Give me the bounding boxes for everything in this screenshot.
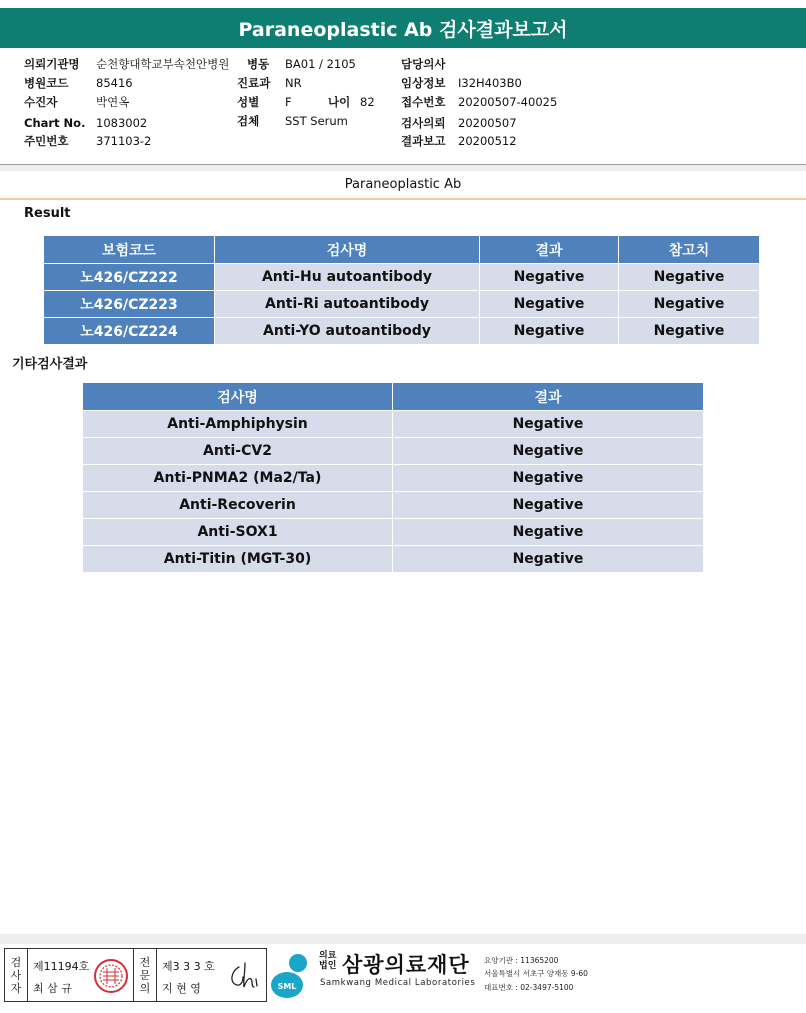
result-table xyxy=(43,235,760,345)
org-name-english: Samkwang Medical Laboratories xyxy=(320,978,476,988)
signature-box xyxy=(4,948,267,1002)
address: 서울특별시 서초구 양재동 9-60 xyxy=(484,969,588,978)
physician-label: 담당의사 xyxy=(401,57,446,71)
org-name: 삼광의료재단 xyxy=(342,953,470,977)
department-value: NR xyxy=(285,76,302,90)
table-row xyxy=(44,318,760,345)
insurance-code-cell: 노426/CZ223 xyxy=(44,291,215,318)
report-date-label: 결과보고 xyxy=(401,134,446,148)
signature-icon xyxy=(225,957,263,993)
age-label: 나이 xyxy=(328,95,351,109)
column-header-reference: 참고치 xyxy=(619,236,760,264)
specialist-label: 전문의 xyxy=(139,955,151,995)
other-tests-heading: 기타검사결과 xyxy=(12,357,88,372)
section-title: Paraneoplastic Ab xyxy=(344,177,462,192)
result-cell: Negative xyxy=(393,546,704,573)
table-row xyxy=(83,438,704,465)
column-header-insurance-code: 보험코드 xyxy=(44,236,215,264)
patient-name-label: 수진자 xyxy=(24,95,58,109)
result-cell: Negative xyxy=(393,438,704,465)
sex-label: 성별 xyxy=(237,95,260,109)
ward-label: 병동 xyxy=(247,57,270,71)
result-cell: Negative xyxy=(480,291,619,318)
test-name-cell: Anti-YO autoantibody xyxy=(215,318,480,345)
result-cell: Negative xyxy=(480,318,619,345)
clinical-info-label: 임상정보 xyxy=(401,76,446,90)
result-cell: Negative xyxy=(393,492,704,519)
result-heading: Result xyxy=(24,206,71,221)
clinical-info-value: I32H403B0 xyxy=(458,76,522,90)
reference-cell: Negative xyxy=(619,264,760,291)
result-cell: Negative xyxy=(393,519,704,546)
institution-code: 요양기관 : 11365200 xyxy=(484,956,559,965)
phone-number: 대표번호 : 02-3497-5100 xyxy=(484,983,574,992)
inspector-label: 검사자 xyxy=(10,955,22,995)
test-name-cell: Anti-SOX1 xyxy=(83,519,393,546)
column-header-result: 결과 xyxy=(480,236,619,264)
patient-name-value: 박연옥 xyxy=(96,95,130,109)
request-date-value: 20200507 xyxy=(458,116,517,130)
hospital-code-label: 병원코드 xyxy=(24,76,69,90)
column-header-result: 결과 xyxy=(393,383,704,411)
test-name-cell: Anti-PNMA2 (Ma2/Ta) xyxy=(83,465,393,492)
header-band xyxy=(0,165,806,171)
reference-cell: Negative xyxy=(619,318,760,345)
test-name-cell: Anti-Hu autoantibody xyxy=(215,264,480,291)
org-prefix: 의료 법인 xyxy=(319,951,337,971)
other-table-header-row xyxy=(83,383,704,411)
logo-text: SML xyxy=(277,982,297,991)
sex-value: F xyxy=(285,95,292,109)
table-row xyxy=(44,291,760,318)
footer-band xyxy=(0,934,806,944)
insurance-code-cell: 노426/CZ222 xyxy=(44,264,215,291)
sml-logo-icon xyxy=(270,950,316,1000)
request-date-label: 검사의뢰 xyxy=(401,116,446,130)
chart-no-label: Chart No. xyxy=(24,116,86,130)
column-header-test-name: 검사명 xyxy=(215,236,480,264)
report-date-value: 20200512 xyxy=(458,134,517,148)
specialist-name: 지 현 영 xyxy=(162,982,201,995)
ward-value: BA01 / 2105 xyxy=(285,57,356,71)
divider xyxy=(27,949,28,1001)
section-divider xyxy=(0,198,806,200)
result-cell: Negative xyxy=(480,264,619,291)
reference-cell: Negative xyxy=(619,291,760,318)
inspector-name: 최 삼 규 xyxy=(33,982,72,995)
result-cell: Negative xyxy=(393,411,704,438)
report-title: Paraneoplastic Ab 검사결과보고서 xyxy=(0,8,806,48)
requesting-institution-label: 의뢰기관명 xyxy=(24,57,80,71)
column-header-test-name: 검사명 xyxy=(83,383,393,411)
table-row xyxy=(83,411,704,438)
table-row xyxy=(44,264,760,291)
requesting-institution-value: 순천향대학교부속천안병원 xyxy=(96,57,230,71)
department-label: 진료과 xyxy=(237,76,271,90)
specimen-value: SST Serum xyxy=(285,114,348,128)
test-name-cell: Anti-Ri autoantibody xyxy=(215,291,480,318)
other-tests-table xyxy=(82,382,704,573)
specimen-label: 검체 xyxy=(237,114,260,128)
test-name-cell: Anti-CV2 xyxy=(83,438,393,465)
inspector-license-no: 제11194호 xyxy=(33,960,90,973)
chart-no-value: 1083002 xyxy=(96,116,148,130)
table-row xyxy=(83,519,704,546)
specialist-license-no: 제3 3 3 호 xyxy=(162,960,215,973)
test-name-cell: Anti-Amphiphysin xyxy=(83,411,393,438)
age-value: 82 xyxy=(360,95,375,109)
table-row xyxy=(83,465,704,492)
test-name-cell: Anti-Titin (MGT-30) xyxy=(83,546,393,573)
hospital-code-value: 85416 xyxy=(96,76,133,90)
result-table-header-row xyxy=(44,236,760,264)
table-row xyxy=(83,546,704,573)
insurance-code-cell: 노426/CZ224 xyxy=(44,318,215,345)
test-name-cell: Anti-Recoverin xyxy=(83,492,393,519)
accession-no-value: 20200507-40025 xyxy=(458,95,558,109)
seal-stamp-icon xyxy=(93,958,129,994)
accession-no-label: 접수번호 xyxy=(401,95,446,109)
result-cell: Negative xyxy=(393,465,704,492)
table-row xyxy=(83,492,704,519)
resident-no-label: 주민번호 xyxy=(24,134,69,148)
divider xyxy=(156,949,157,1001)
resident-no-value: 371103-2 xyxy=(96,134,152,148)
